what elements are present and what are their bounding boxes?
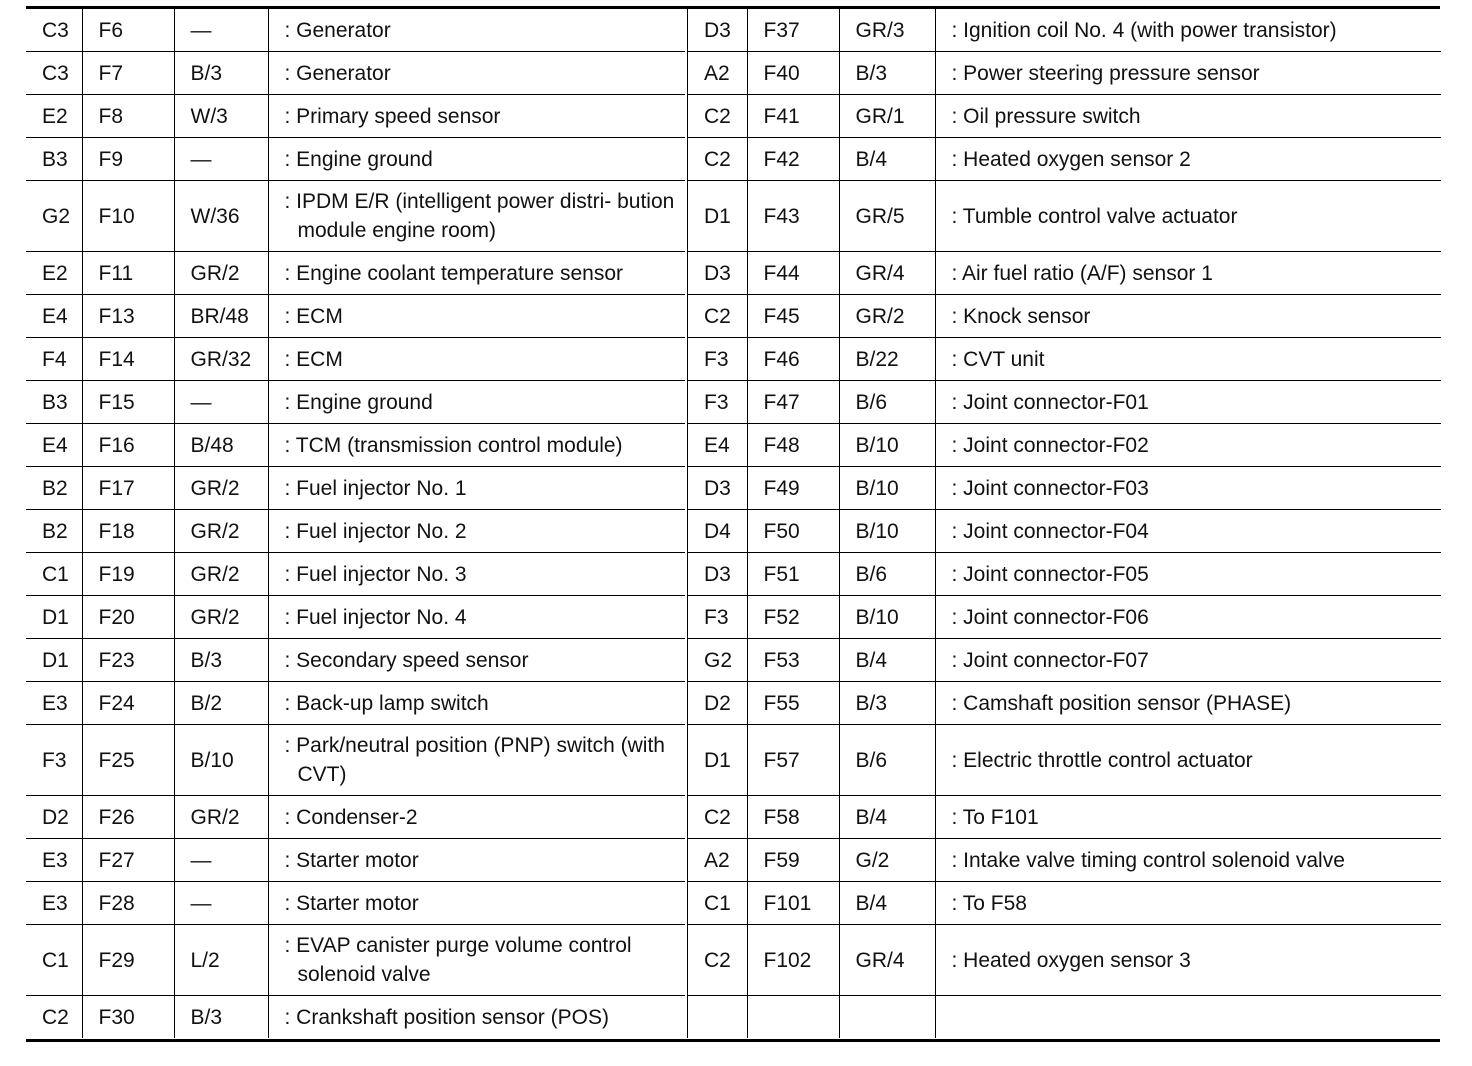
description-cell xyxy=(935,839,1441,882)
description-cell xyxy=(935,596,1441,639)
grid-cell: D2 xyxy=(26,796,82,839)
description-text: : Intake valve timing control solenoid valve xyxy=(951,848,1345,872)
description-text: : Electric throttle control actuator xyxy=(951,748,1253,772)
table-row xyxy=(26,553,685,596)
color-cell: W/36 xyxy=(174,181,268,252)
grid-cell xyxy=(688,996,747,1039)
connector-cell: F23 xyxy=(82,639,174,682)
connector-cell: F15 xyxy=(82,381,174,424)
description-text: : Joint connector-F02 xyxy=(951,433,1149,457)
table-row xyxy=(688,996,1441,1039)
table-row xyxy=(26,639,685,682)
connector-table xyxy=(26,6,1440,1042)
description-cell xyxy=(935,252,1441,295)
description-cell xyxy=(268,381,685,424)
connector-cell: F18 xyxy=(82,510,174,553)
connector-cell: F52 xyxy=(747,596,839,639)
grid-cell: D1 xyxy=(26,639,82,682)
table-row xyxy=(26,138,685,181)
table-row xyxy=(688,925,1441,996)
grid-cell: D4 xyxy=(688,510,747,553)
description-cell xyxy=(268,467,685,510)
grid-cell: C2 xyxy=(688,796,747,839)
left-table xyxy=(26,9,685,1038)
description-cell xyxy=(935,882,1441,925)
description-cell xyxy=(935,510,1441,553)
color-cell xyxy=(839,996,935,1039)
connector-cell: F26 xyxy=(82,796,174,839)
connector-cell: F43 xyxy=(747,181,839,252)
color-cell: B/22 xyxy=(839,338,935,381)
table-row xyxy=(688,882,1441,925)
color-cell: — xyxy=(174,138,268,181)
description-cell xyxy=(935,796,1441,839)
color-cell: GR/4 xyxy=(839,925,935,996)
description-text: : Starter motor xyxy=(284,891,419,915)
description-cell xyxy=(268,510,685,553)
grid-cell: E2 xyxy=(26,252,82,295)
color-cell: GR/5 xyxy=(839,181,935,252)
color-cell: GR/2 xyxy=(174,796,268,839)
table-row xyxy=(688,796,1441,839)
grid-cell: C2 xyxy=(688,925,747,996)
color-cell: B/6 xyxy=(839,553,935,596)
description-cell xyxy=(935,338,1441,381)
color-cell: GR/3 xyxy=(839,9,935,52)
connector-cell: F29 xyxy=(82,925,174,996)
grid-cell: F3 xyxy=(688,381,747,424)
color-cell: — xyxy=(174,9,268,52)
description-text: : Engine coolant temperature sensor xyxy=(284,261,624,285)
color-cell: L/2 xyxy=(174,925,268,996)
grid-cell: C2 xyxy=(688,138,747,181)
color-cell: B/3 xyxy=(839,52,935,95)
description-cell xyxy=(268,596,685,639)
description-text: : Joint connector-F07 xyxy=(951,648,1149,672)
grid-cell: A2 xyxy=(688,52,747,95)
description-text: : Primary speed sensor xyxy=(284,104,501,128)
table-row xyxy=(688,252,1441,295)
grid-cell: A2 xyxy=(688,839,747,882)
connector-table-left xyxy=(26,9,685,1038)
description-cell xyxy=(268,725,685,796)
description-cell xyxy=(268,925,685,996)
grid-cell: E3 xyxy=(26,882,82,925)
color-cell: B/4 xyxy=(839,138,935,181)
description-text: : Knock sensor xyxy=(951,304,1091,328)
grid-cell: E3 xyxy=(26,839,82,882)
grid-cell: B3 xyxy=(26,381,82,424)
color-cell: GR/32 xyxy=(174,338,268,381)
description-cell xyxy=(935,925,1441,996)
description-cell xyxy=(268,839,685,882)
table-row xyxy=(26,796,685,839)
connector-cell: F6 xyxy=(82,9,174,52)
description-cell xyxy=(268,553,685,596)
grid-cell: B3 xyxy=(26,138,82,181)
description-cell xyxy=(935,424,1441,467)
connector-cell: F28 xyxy=(82,882,174,925)
grid-cell: C3 xyxy=(26,52,82,95)
description-text: : Crankshaft position sensor (POS) xyxy=(284,1005,609,1029)
connector-cell: F25 xyxy=(82,725,174,796)
table-row xyxy=(688,381,1441,424)
description-cell xyxy=(268,181,685,252)
color-cell: GR/2 xyxy=(174,510,268,553)
grid-cell: C2 xyxy=(688,295,747,338)
description-text: : Joint connector-F04 xyxy=(951,519,1149,543)
connector-cell: F16 xyxy=(82,424,174,467)
color-cell: GR/2 xyxy=(174,596,268,639)
color-cell: — xyxy=(174,839,268,882)
description-cell xyxy=(935,295,1441,338)
color-cell: B/10 xyxy=(839,467,935,510)
description-cell xyxy=(268,996,685,1039)
description-cell xyxy=(935,181,1441,252)
description-text: : Joint connector-F06 xyxy=(951,605,1149,629)
connector-cell: F37 xyxy=(747,9,839,52)
table-row xyxy=(26,424,685,467)
connector-cell: F57 xyxy=(747,725,839,796)
color-cell: B/2 xyxy=(174,682,268,725)
connector-cell: F47 xyxy=(747,381,839,424)
connector-cell: F46 xyxy=(747,338,839,381)
connector-cell: F50 xyxy=(747,510,839,553)
table-row xyxy=(688,639,1441,682)
color-cell: GR/4 xyxy=(839,252,935,295)
connector-cell: F48 xyxy=(747,424,839,467)
color-cell: GR/1 xyxy=(839,95,935,138)
color-cell: GR/2 xyxy=(174,553,268,596)
grid-cell: C2 xyxy=(688,95,747,138)
connector-cell: F42 xyxy=(747,138,839,181)
color-cell: B/3 xyxy=(174,639,268,682)
table-row xyxy=(26,338,685,381)
description-text: : Joint connector-F01 xyxy=(951,390,1149,414)
description-text: : Fuel injector No. 3 xyxy=(284,562,467,586)
grid-cell: C1 xyxy=(26,925,82,996)
color-cell: B/4 xyxy=(839,882,935,925)
connector-cell: F11 xyxy=(82,252,174,295)
description-text: : Power steering pressure sensor xyxy=(951,61,1260,85)
grid-cell: D2 xyxy=(688,682,747,725)
description-cell xyxy=(935,553,1441,596)
table-row xyxy=(26,725,685,796)
table-row xyxy=(26,252,685,295)
grid-cell: C1 xyxy=(26,553,82,596)
description-cell xyxy=(268,882,685,925)
color-cell: B/6 xyxy=(839,725,935,796)
description-text: : Air fuel ratio (A/F) sensor 1 xyxy=(951,261,1213,285)
description-cell xyxy=(268,424,685,467)
table-row xyxy=(688,295,1441,338)
table-row xyxy=(688,596,1441,639)
connector-cell: F20 xyxy=(82,596,174,639)
grid-cell: D1 xyxy=(688,181,747,252)
grid-cell: D1 xyxy=(688,725,747,796)
grid-cell: F3 xyxy=(688,596,747,639)
grid-cell: D1 xyxy=(26,596,82,639)
description-cell xyxy=(268,639,685,682)
color-cell: B/4 xyxy=(839,639,935,682)
table-row xyxy=(688,9,1441,52)
description-text: : Engine ground xyxy=(284,390,433,414)
connector-cell: F41 xyxy=(747,95,839,138)
description-text: : Secondary speed sensor xyxy=(284,648,529,672)
connector-cell: F19 xyxy=(82,553,174,596)
color-cell: B/3 xyxy=(174,996,268,1039)
connector-cell: F53 xyxy=(747,639,839,682)
grid-cell: E4 xyxy=(26,424,82,467)
grid-cell: E3 xyxy=(26,682,82,725)
description-cell xyxy=(935,52,1441,95)
description-text: : Starter motor xyxy=(284,848,419,872)
table-row xyxy=(26,9,685,52)
color-cell: GR/2 xyxy=(839,295,935,338)
color-cell: B/6 xyxy=(839,381,935,424)
grid-cell: D3 xyxy=(688,553,747,596)
description-cell xyxy=(268,338,685,381)
color-cell: B/4 xyxy=(839,796,935,839)
table-row xyxy=(26,882,685,925)
connector-cell xyxy=(747,996,839,1039)
description-cell xyxy=(268,95,685,138)
table-row xyxy=(26,839,685,882)
color-cell: B/10 xyxy=(174,725,268,796)
table-row xyxy=(688,424,1441,467)
description-text: : TCM (transmission control module) xyxy=(284,433,623,457)
table-row xyxy=(26,510,685,553)
description-cell xyxy=(935,9,1441,52)
table-row xyxy=(26,95,685,138)
grid-cell: C3 xyxy=(26,9,82,52)
table-row xyxy=(688,839,1441,882)
connector-cell: F10 xyxy=(82,181,174,252)
description-text: : Engine ground xyxy=(284,147,433,171)
color-cell: B/3 xyxy=(839,682,935,725)
description-text: : EVAP canister purge volume control solenoid valve xyxy=(284,934,632,986)
description-text: : Fuel injector No. 4 xyxy=(284,605,467,629)
connector-cell: F55 xyxy=(747,682,839,725)
table-row xyxy=(26,596,685,639)
grid-cell: G2 xyxy=(26,181,82,252)
grid-cell: F3 xyxy=(688,338,747,381)
connector-cell: F14 xyxy=(82,338,174,381)
description-text: : Heated oxygen sensor 2 xyxy=(951,147,1191,171)
connector-cell: F8 xyxy=(82,95,174,138)
description-text: : To F58 xyxy=(951,891,1027,915)
grid-cell: F4 xyxy=(26,338,82,381)
description-text: : Park/neutral position (PNP) switch (with CVT) xyxy=(284,734,665,786)
description-text: : Generator xyxy=(284,61,391,85)
connector-cell: F30 xyxy=(82,996,174,1039)
connector-cell: F17 xyxy=(82,467,174,510)
table-row xyxy=(26,682,685,725)
description-cell xyxy=(935,381,1441,424)
description-cell xyxy=(935,467,1441,510)
description-text: : Oil pressure switch xyxy=(951,104,1141,128)
color-cell: B/10 xyxy=(839,424,935,467)
description-cell xyxy=(935,725,1441,796)
color-cell: W/3 xyxy=(174,95,268,138)
connector-cell: F9 xyxy=(82,138,174,181)
table-row xyxy=(688,510,1441,553)
color-cell: G/2 xyxy=(839,839,935,882)
connector-table-right xyxy=(687,9,1441,1038)
description-text: : Condenser-2 xyxy=(284,805,418,829)
description-text: : Fuel injector No. 1 xyxy=(284,476,467,500)
connector-cell: F27 xyxy=(82,839,174,882)
color-cell: B/48 xyxy=(174,424,268,467)
grid-cell: C1 xyxy=(688,882,747,925)
grid-cell: E2 xyxy=(26,95,82,138)
grid-cell: B2 xyxy=(26,510,82,553)
color-cell: B/10 xyxy=(839,596,935,639)
description-text: : Camshaft position sensor (PHASE) xyxy=(951,691,1292,715)
right-table xyxy=(688,9,1441,1038)
grid-cell: D3 xyxy=(688,9,747,52)
color-cell: — xyxy=(174,882,268,925)
description-text: : IPDM E/R (intelligent power distri- bution module engine room) xyxy=(284,190,675,242)
table-row xyxy=(26,467,685,510)
grid-cell: D3 xyxy=(688,252,747,295)
description-cell xyxy=(935,95,1441,138)
grid-cell: F3 xyxy=(26,725,82,796)
description-text: : Tumble control valve actuator xyxy=(951,204,1238,228)
description-text: : Back-up lamp switch xyxy=(284,691,489,715)
connector-cell: F59 xyxy=(747,839,839,882)
grid-cell: E4 xyxy=(26,295,82,338)
color-cell: — xyxy=(174,381,268,424)
table-row xyxy=(688,467,1441,510)
description-cell xyxy=(268,52,685,95)
description-cell xyxy=(935,682,1441,725)
color-cell: GR/2 xyxy=(174,467,268,510)
color-cell: GR/2 xyxy=(174,252,268,295)
description-text: : To F101 xyxy=(951,805,1039,829)
connector-cell: F58 xyxy=(747,796,839,839)
description-cell xyxy=(935,639,1441,682)
grid-cell: E4 xyxy=(688,424,747,467)
color-cell: BR/48 xyxy=(174,295,268,338)
grid-cell: G2 xyxy=(688,639,747,682)
color-cell: B/10 xyxy=(839,510,935,553)
description-cell xyxy=(268,138,685,181)
description-text: : Joint connector-F03 xyxy=(951,476,1149,500)
description-cell xyxy=(268,252,685,295)
connector-cell: F7 xyxy=(82,52,174,95)
table-row xyxy=(688,52,1441,95)
table-row xyxy=(26,181,685,252)
table-row xyxy=(688,338,1441,381)
connector-cell: F49 xyxy=(747,467,839,510)
table-row xyxy=(26,381,685,424)
connector-cell: F101 xyxy=(747,882,839,925)
grid-cell: C2 xyxy=(42,1005,69,1029)
description-cell xyxy=(268,295,685,338)
description-text: : Fuel injector No. 2 xyxy=(284,519,467,543)
description-text: : ECM xyxy=(284,347,343,371)
table-row xyxy=(688,138,1441,181)
connector-cell: F40 xyxy=(747,52,839,95)
grid-cell: D3 xyxy=(688,467,747,510)
color-cell: B/3 xyxy=(174,52,268,95)
connector-cell: F13 xyxy=(82,295,174,338)
connector-cell: F102 xyxy=(747,925,839,996)
table-row xyxy=(26,996,685,1039)
description-text: : Generator xyxy=(284,18,391,42)
table-row xyxy=(688,725,1441,796)
description-text: : Ignition coil No. 4 (with power transistor) xyxy=(951,18,1337,42)
description-text: : ECM xyxy=(284,304,343,328)
connector-cell: F51 xyxy=(747,553,839,596)
table-row xyxy=(688,181,1441,252)
description-text: : Heated oxygen sensor 3 xyxy=(951,948,1191,972)
table-row xyxy=(26,52,685,95)
description-cell xyxy=(268,682,685,725)
description-cell xyxy=(935,138,1441,181)
table-row xyxy=(688,553,1441,596)
description-text: : Joint connector-F05 xyxy=(951,562,1149,586)
table-row xyxy=(688,95,1441,138)
table-row xyxy=(688,682,1441,725)
description-cell xyxy=(268,9,685,52)
table-row xyxy=(26,925,685,996)
description-cell xyxy=(268,796,685,839)
table-row xyxy=(26,295,685,338)
description-cell xyxy=(935,996,1441,1039)
description-text: : CVT unit xyxy=(951,347,1045,371)
connector-cell: F44 xyxy=(747,252,839,295)
grid-cell: B2 xyxy=(26,467,82,510)
connector-cell: F45 xyxy=(747,295,839,338)
connector-cell: F24 xyxy=(82,682,174,725)
